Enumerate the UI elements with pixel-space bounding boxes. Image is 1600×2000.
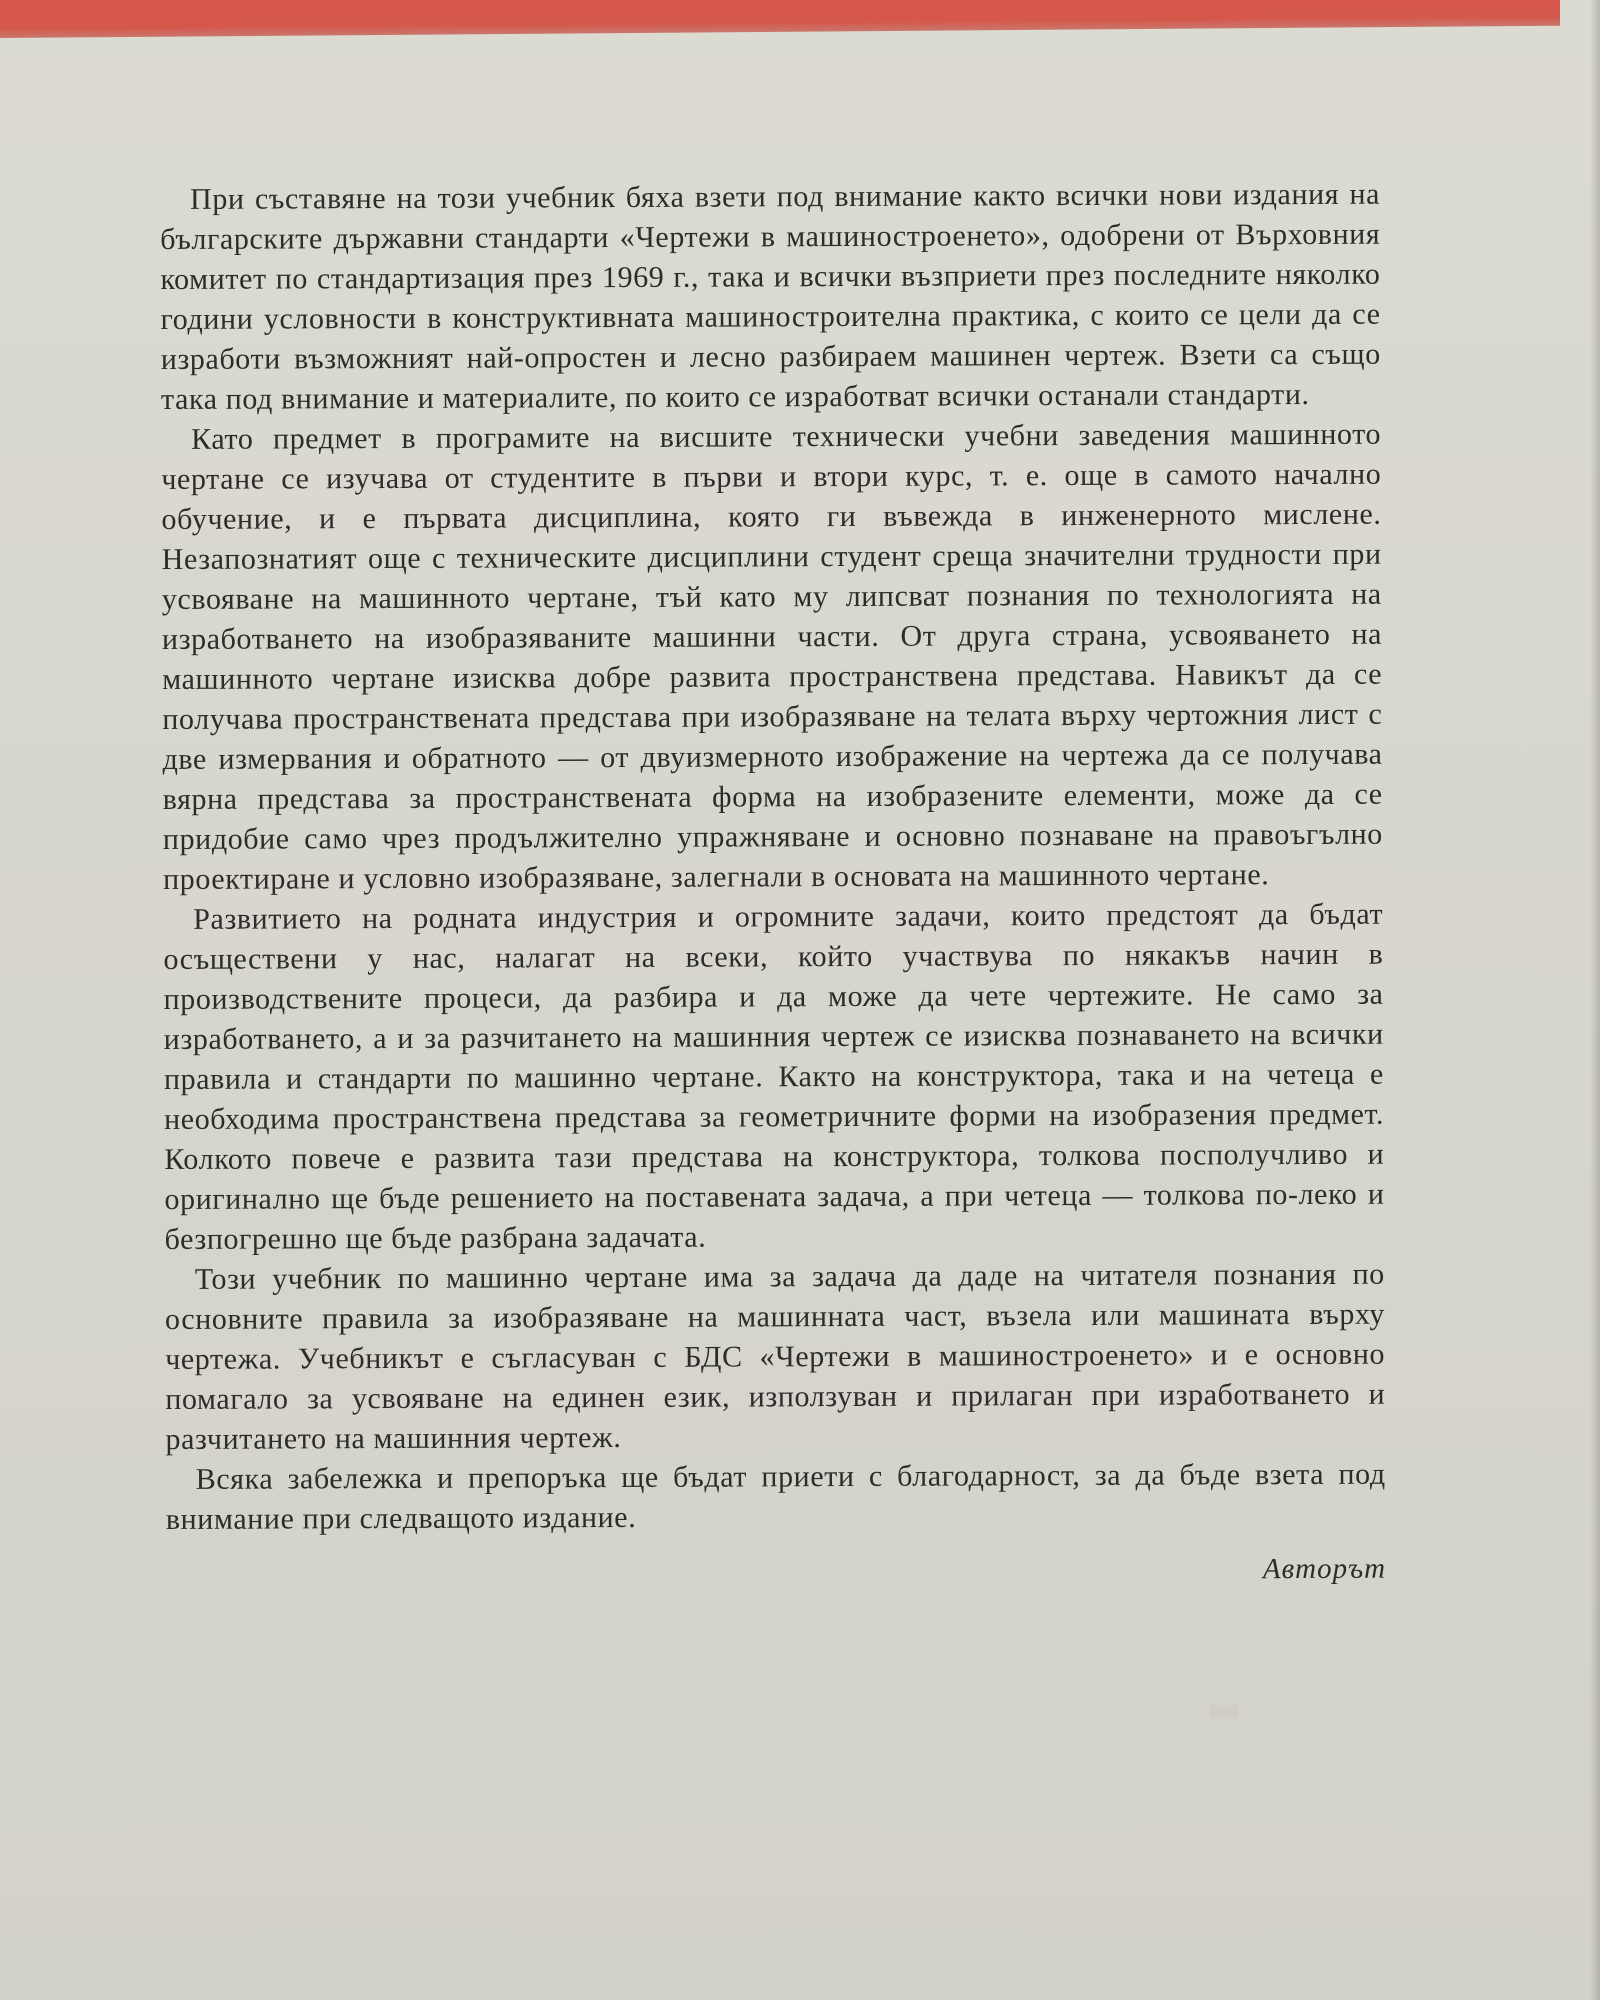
- red-cover-edge: [0, 0, 1560, 38]
- author-signature: Авторът: [1262, 1552, 1387, 1586]
- paragraph-1: При съставяне на този учебник бяха взети под внимание както всички нови издания на българските държавни стандарти «Чертежи в машиностроенето», одобрени от Върховния комитет по стандартизация през 1969 г., така и всички възприети през последните няколко години условности в конструктивната машиностроителна практика, с които се цели да се изработи възможният най-опростен и лесно разбираем машинен чертеж. Взети са също така под внимание и материалите, по които се изработват всички останали стандарти.: [160, 177, 1381, 416]
- paragraph-4: Този учебник по машинно чертане има за задача да даде на читателя познания по основните правила за изобразяване на машинната част, възела или машината върху чертежа. Учебникът е съгласуван с БДС «Чертежи в машиностроенето» и е основно помагало за усвояване на единен език, използуван и прилаган при изработването и разчитането на машинния чертеж.: [164, 1257, 1386, 1456]
- paragraph-5: Всяка забележка и препоръка ще бъдат приети с благодарност, за да бъде взета под внимание при следващото издание.: [165, 1457, 1386, 1536]
- page-edge-shadow: [1590, 0, 1600, 2000]
- paragraph-3: Развитието на родната индустрия и огромните задачи, които предстоят да бъдат осъществени у нас, налагат на всеки, който участвува по някакъв начин в производствените процеси, да разбира и да може да чете чертежите. Не само за изработването, а и за разчитането на машинния чертеж се изисква познаването на всички правила и стандарти по машинно чертане. Както на конструктора, така и на четеца е необходима пространствена представа за геометричните форми на изобразения предмет. Колкото повече е развита тази представа на конструктора, толкова посполучливо и оригинално ще бъде решението на поставената задача, а при четеца — толкова по-леко и безпогрешно ще бъде разбрана задачата.: [163, 897, 1385, 1256]
- paragraph-2: Като предмет в програмите на висшите технически учебни заведения машинното чертане се изучава от студентите в първи и втори курс, т. е. още в самото начално обучение, и е първата дисциплина, която ги въвежда в инженерното мислене. Незапознатият още с техническите дисциплини студент среща значителни трудности при усвояване на машинното чертане, тъй като му липсват познания по технологията на изработването на изобразяваните машинни части. От друга страна, усвояването на машинното чертане изисква добре развита пространствена представа. Навикът да се получава пространствената представа при изобразяване на телата върху чертожния лист с две измервания и обратното — от двуизмерното изображение на чертежа да се получава вярна представа за пространствената форма на изобразените елементи, може да се придобие само чрез продължително упражняване и основно познаване на правоъгълно проектиране и условно изобразяване, залегнали в основата на машинното чертане.: [161, 417, 1383, 896]
- preface-text: [160, 175, 1386, 1594]
- faint-print-mark: [1210, 1705, 1238, 1717]
